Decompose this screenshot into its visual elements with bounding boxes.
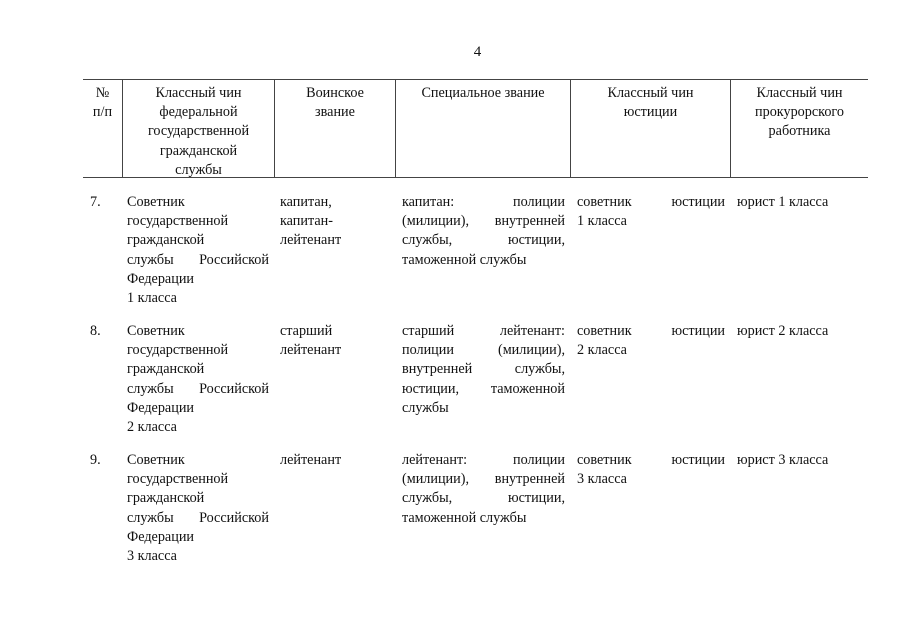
special-rank-cell: лейтенант: полиции (милиции), внутренней службы, юстиции, таможенной службы [402, 452, 565, 526]
civil-rank-cell: Советник государственной гражданской службы Российской Федерации 1 класса [127, 194, 269, 307]
civil-rank-cell: Советник государственной гражданской службы Российской Федерации 2 класса [127, 323, 269, 436]
page-number: 4 [473, 44, 482, 60]
military-rank-cell: капитан, капитан- лейтенант [280, 194, 342, 249]
justice-rank-cell: советник юстиции 2 класса [577, 323, 725, 359]
header-justice-rank: Классный чин юстиции [607, 85, 694, 121]
justice-rank-cell: советник юстиции 1 класса [577, 194, 725, 230]
civil-rank-cell: Советник государственной гражданской службы Российской Федерации 3 класса [127, 452, 269, 565]
military-rank-cell: старший лейтенант [280, 323, 342, 359]
row-number: 8. [90, 323, 101, 339]
special-rank-cell: капитан: полиции (милиции), внутренней службы, юстиции, таможенной службы [402, 194, 565, 268]
header-special-rank: Специальное звание [421, 85, 545, 101]
prosecutor-rank-cell: юрист 3 класса [737, 452, 829, 468]
header-prosecutor-rank: Классный чин прокурорского работника [755, 85, 844, 140]
prosecutor-rank-cell: юрист 1 класса [737, 194, 829, 210]
header-civil-rank: Классный чин федеральной государственной гражданской службы [147, 85, 250, 178]
special-rank-cell: старший лейтенант: полиции (милиции), внутренней службы, юстиции, таможенной службы [402, 323, 565, 416]
header-num: № п/п [92, 85, 113, 121]
justice-rank-cell: советник юстиции 3 класса [577, 452, 725, 488]
prosecutor-rank-cell: юрист 2 класса [737, 323, 829, 339]
row-number: 7. [90, 194, 101, 210]
row-number: 9. [90, 452, 101, 468]
table-top-rule [83, 79, 868, 80]
military-rank-cell: лейтенант [280, 452, 342, 468]
header-military-rank: Воинское звание [306, 85, 364, 121]
